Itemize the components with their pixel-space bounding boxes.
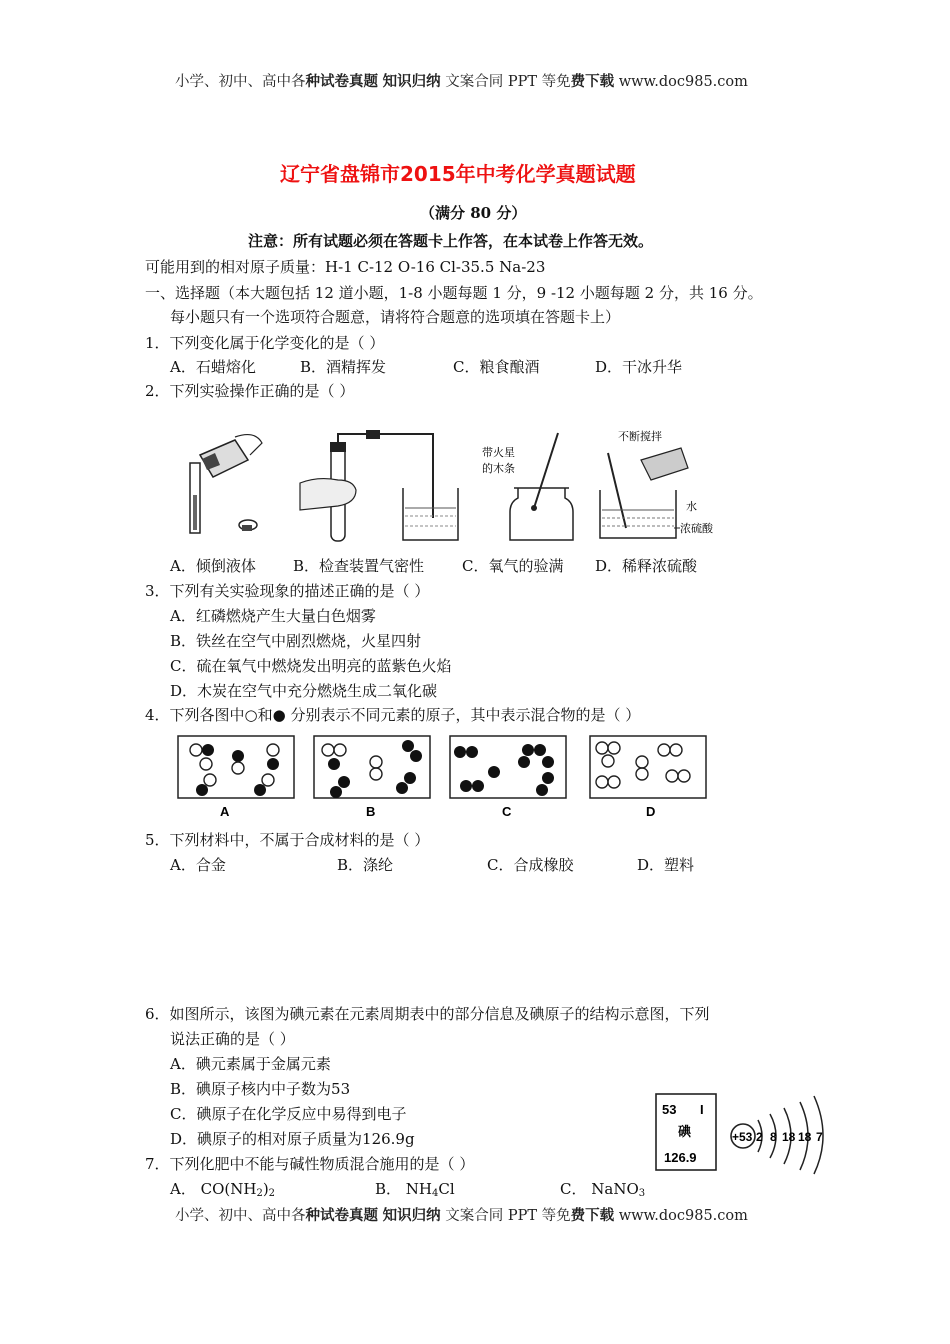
q6-option-b: B．碘原子核内中子数为53 — [170, 1080, 351, 1098]
q6-option-a: A．碘元素属于金属元素 — [170, 1055, 331, 1073]
molecule-box-c — [450, 736, 566, 798]
fig-d-label-3: 浓硫酸 — [680, 523, 713, 535]
section-instructions: 每小题只有一个选项符合题意，请将符合题意的选项填在答题卡上） — [170, 308, 621, 326]
q2-option-b: B．检查装置气密性 — [293, 557, 425, 575]
element-mass: 126.9 — [664, 1150, 697, 1165]
q2-stem: 2．下列实验操作正确的是（ ） — [145, 382, 355, 400]
q6-stem-line1: 6．如图所示，该图为碘元素在元素周期表中的部分信息及碘原子的结构示意图，下列 — [145, 1005, 710, 1023]
q6-option-d: D．碘原子的相对原子质量为126.9g — [170, 1130, 415, 1148]
page-title: 辽宁省盘锦市2015年中考化学真题试题 — [280, 162, 636, 186]
shell-5: 7 — [816, 1130, 823, 1144]
q2-option-d: D．稀释浓硫酸 — [595, 557, 698, 575]
box-label-a: A — [220, 804, 230, 819]
atomic-masses: 可能用到的相对原子质量：H-1 C-12 O-16 Cl-35.5 Na-23 — [145, 258, 546, 276]
fig-c-label-2: 的木条 — [482, 463, 515, 475]
shell-4: 18 — [798, 1130, 812, 1144]
figure-airtight-check — [298, 428, 463, 548]
q3-option-a: A．红磷燃烧产生大量白色烟雾 — [170, 607, 376, 625]
q5-stem: 5．下列材料中，不属于合成材料的是（ ） — [145, 831, 430, 849]
q7-option-a: A． $CO(NH_2)_2$ — [170, 1180, 276, 1199]
q3-option-b: B．铁丝在空气中剧烈燃烧，火星四射 — [170, 632, 422, 650]
molecule-box-b — [314, 736, 430, 798]
q4-stem: 4．下列各图中○和● 分别表示不同元素的原子，其中表示混合物的是（ ） — [145, 706, 641, 724]
figure-pouring-liquid — [180, 425, 280, 545]
q7-option-c: C． NaNO$_3$ — [560, 1180, 646, 1199]
notice: 注意：所有试题必须在答题卡上作答，在本试卷上作答无效。 — [248, 232, 654, 250]
q2-option-a: A．倾倒液体 — [170, 557, 256, 575]
q1-option-b: B．酒精挥发 — [300, 358, 387, 376]
element-name: 碘 — [678, 1125, 692, 1140]
q3-stem: 3．下列有关实验现象的描述正确的是（ ） — [145, 582, 430, 600]
figure-molecule-boxes — [176, 734, 711, 824]
figure-iodine-element — [652, 1088, 832, 1174]
q1-option-d: D．干冰升华 — [595, 358, 683, 376]
q5-option-d: D．塑料 — [637, 856, 695, 874]
q3-option-d: D．木炭在空气中充分燃烧生成二氧化碳 — [170, 682, 438, 700]
shell-3: 18 — [782, 1130, 796, 1144]
box-label-d: D — [646, 804, 656, 819]
molecule-box-d — [590, 736, 706, 798]
element-symbol: I — [700, 1102, 704, 1117]
q5-option-b: B．涤纶 — [337, 856, 394, 874]
section-heading: 一、选择题（本大题包括 12 道小题，1-8 小题每题 1 分，9 -12 小题每题 2 分，共 16 分。 — [145, 284, 763, 302]
q1-option-a: A．石蜡熔化 — [170, 358, 256, 376]
box-label-b: B — [366, 804, 376, 819]
shell-2: 8 — [770, 1130, 777, 1144]
box-label-c: C — [502, 804, 512, 819]
nucleus-charge: +53 — [732, 1130, 753, 1144]
fig-c-label-1: 带火星 — [482, 447, 515, 459]
q6-option-c: C．碘原子在化学反应中易得到电子 — [170, 1105, 407, 1123]
q1-stem: 1．下列变化属于化学变化的是（ ） — [145, 334, 385, 352]
q5-option-a: A．合金 — [170, 856, 226, 874]
figure-oxygen-test — [478, 428, 588, 548]
q2-option-c: C．氧气的验满 — [462, 557, 564, 575]
q7-stem: 7．下列化肥中不能与碱性物质混合施用的是（ ） — [145, 1155, 475, 1173]
score-note: （满分 80 分） — [420, 204, 527, 222]
q7-option-b: B． $NH_4Cl$ — [375, 1180, 455, 1199]
page-header: 小学、初中、高中各种试卷真题 知识归纳 文案合同 PPT 等免费下载 www.doc985.com — [175, 73, 748, 90]
q6-stem-line2: 说法正确的是（ ） — [170, 1030, 295, 1048]
q5-option-c: C．合成橡胶 — [487, 856, 574, 874]
molecule-box-a — [178, 736, 294, 798]
shell-1: 2 — [756, 1130, 763, 1144]
fig-d-label-1: 不断搅拌 — [618, 431, 662, 443]
figure-dilute-acid — [596, 428, 713, 548]
q3-option-c: C．硫在氧气中燃烧发出明亮的蓝紫色火焰 — [170, 657, 452, 675]
fig-d-label-2: 水 — [686, 501, 697, 513]
element-number: 53 — [662, 1102, 677, 1117]
page-footer: 小学、初中、高中各种试卷真题 知识归纳 文案合同 PPT 等免费下载 www.doc985.com — [175, 1207, 748, 1224]
q1-option-c: C．粮食酿酒 — [453, 358, 540, 376]
